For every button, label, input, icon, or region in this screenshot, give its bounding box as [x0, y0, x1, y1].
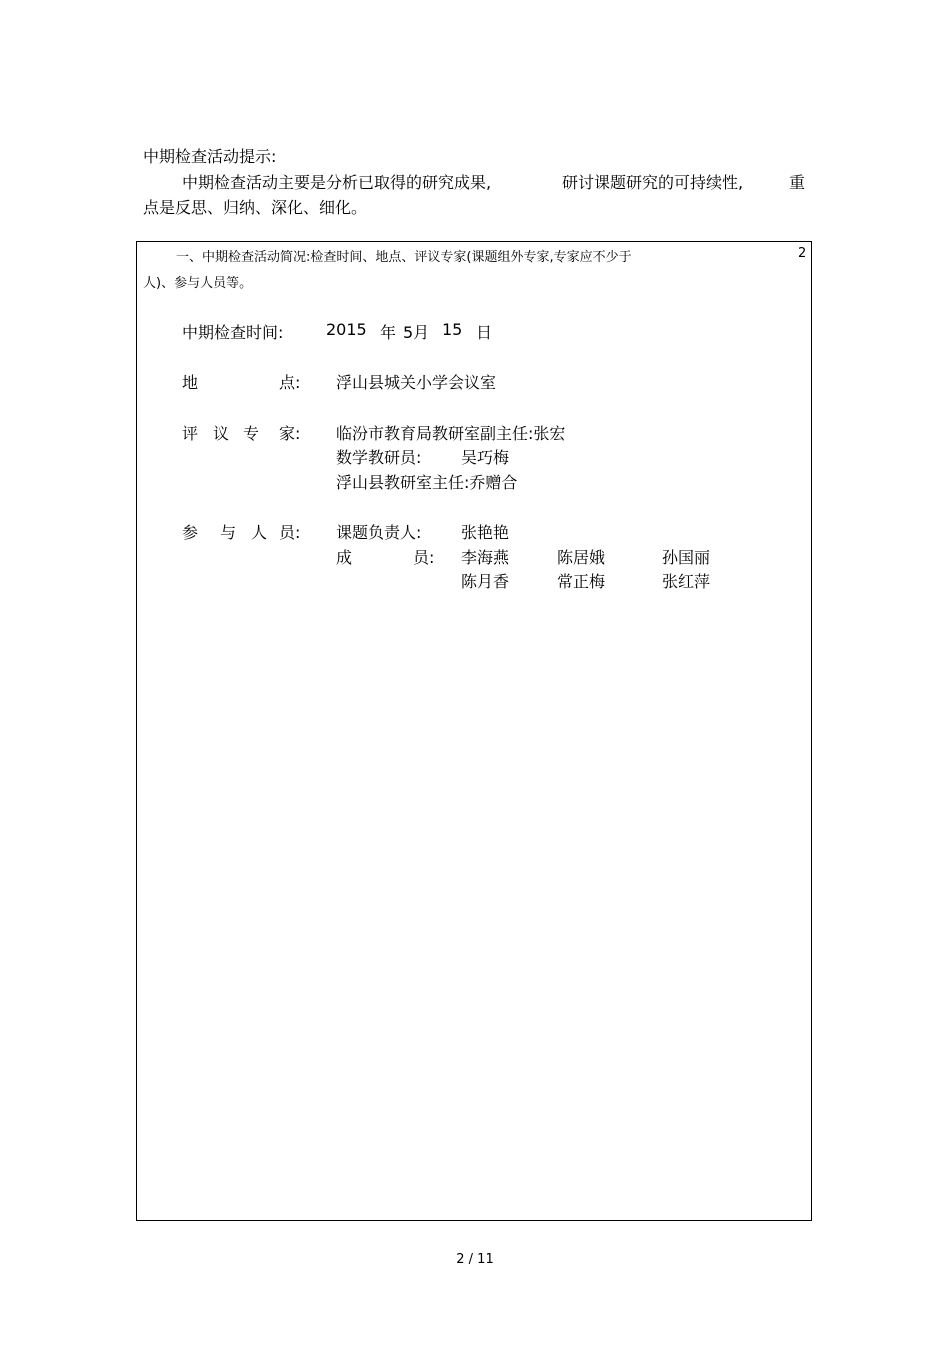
time-year: 2015 — [326, 320, 367, 339]
member-name: 陈月香 — [461, 572, 510, 591]
time-label: 中期检查时间: — [182, 323, 284, 342]
section-title-line2: 人)、参与人员等。 — [143, 276, 253, 291]
location-label-a: 地 — [182, 373, 199, 392]
time-day: 15 — [442, 320, 463, 339]
experts-label-2: 议 — [213, 424, 230, 443]
time-day-unit: 日 — [476, 323, 493, 342]
participants-label-3: 人 — [251, 523, 268, 542]
experts-label-4: 家: — [279, 424, 301, 443]
member-name: 张红萍 — [662, 572, 711, 591]
participants-label-2: 与 — [220, 523, 237, 542]
expert-entry-2: 数学教研员: — [336, 448, 422, 467]
intro-line1b: 研讨课题研究的可持续性, — [562, 173, 744, 192]
expert-entry-1: 临汾市教育局教研室副主任:张宏 — [336, 424, 566, 443]
member-name: 李海燕 — [461, 548, 510, 567]
member-name: 陈居娥 — [557, 548, 606, 567]
expert-entry-2-name: 吴巧梅 — [461, 448, 510, 467]
participants-label-4: 员: — [279, 523, 301, 542]
time-month: 5月 — [403, 323, 430, 342]
leader-label: 课题负责人: — [336, 523, 422, 542]
page-number: 2 / 11 — [456, 1252, 494, 1267]
participants-label-1: 参 — [182, 523, 199, 542]
intro-line2: 点是反思、归纳、深化、细化。 — [143, 198, 368, 217]
member-label-b: 员: — [413, 548, 435, 567]
experts-label-1: 评 — [182, 424, 199, 443]
member-name: 常正梅 — [557, 572, 606, 591]
leader-name: 张艳艳 — [461, 523, 510, 542]
intro-line1: 中期检查活动主要是分析已取得的研究成果, — [182, 173, 492, 192]
member-name: 孙国丽 — [662, 548, 711, 567]
experts-label-3: 专 — [243, 424, 260, 443]
section-title-line1: 一、中期检查活动简况:检查时间、地点、评议专家(课题组外专家,专家应不少于 — [176, 250, 632, 265]
location-value: 浮山县城关小学会议室 — [336, 373, 497, 392]
location-label-b: 点: — [279, 373, 301, 392]
intro-line1c: 重 — [789, 173, 806, 192]
section-page-marker: 2 — [798, 246, 807, 261]
time-year-unit: 年 — [380, 323, 397, 342]
member-label-a: 成 — [336, 548, 353, 567]
expert-entry-3: 浮山县教研室主任:乔赠合 — [336, 473, 518, 492]
intro-heading: 中期检查活动提示: — [143, 147, 277, 166]
